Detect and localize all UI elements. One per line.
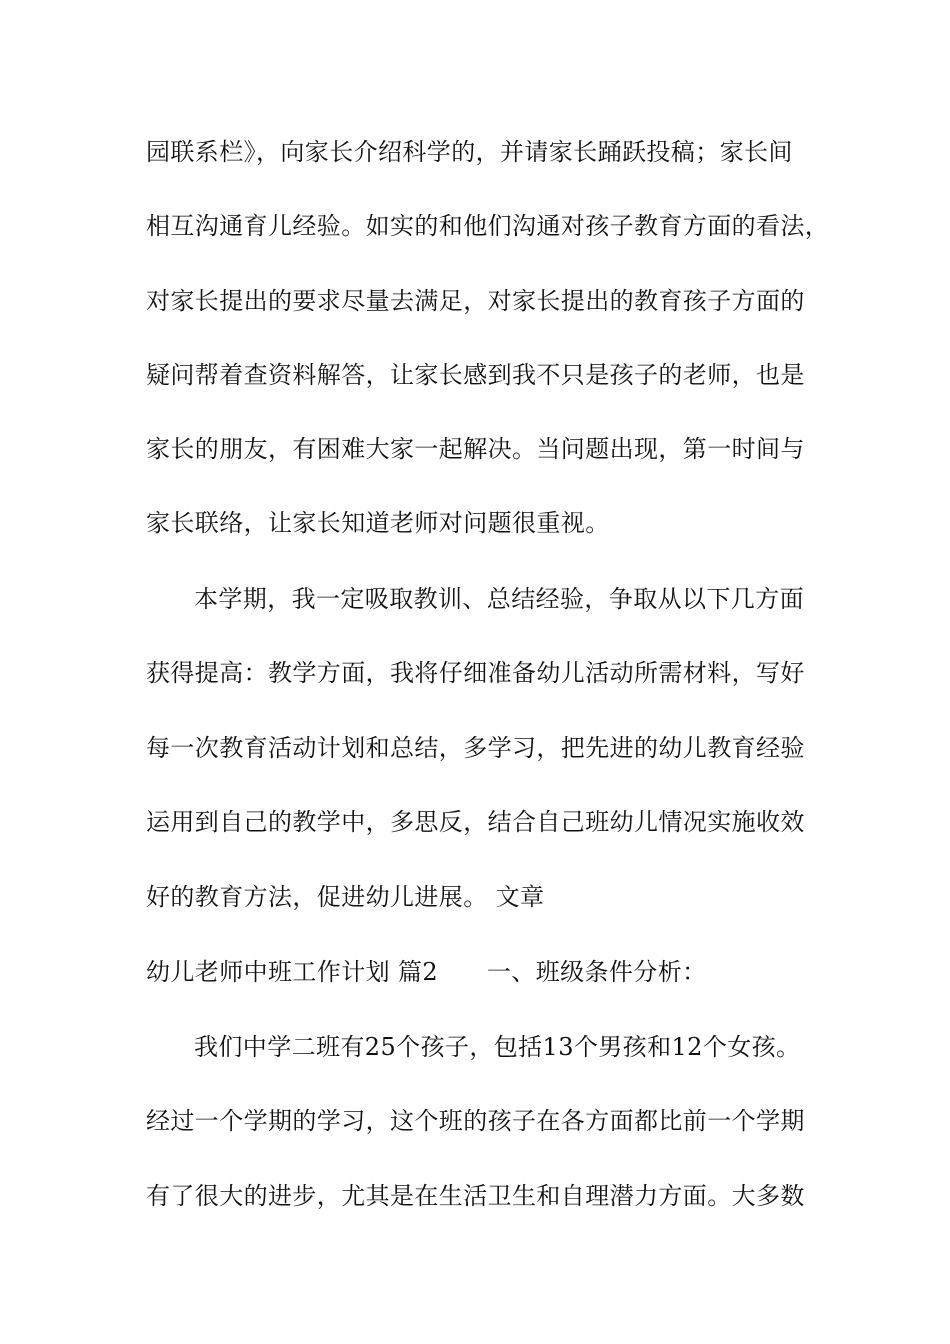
text-line: 园联系栏》，向家长介绍科学的，并请家长踊跃投稿；家长间 [146,138,793,166]
text-line: 有了很大的进步，尤其是在生活卫生和自理潜力方面。大多数 [146,1182,805,1210]
section-heading-line: 幼儿老师中班工作计划 篇2 一、班级条件分析： [146,958,707,986]
text-line: 好的教育方法，促进幼儿进展。 文章 [146,883,545,911]
text-line: 家长联络，让家长知道老师对问题很重视。 [146,509,610,537]
text-line: 运用到自己的教学中，多思反，结合自己班幼儿情况实施收效 [146,808,805,836]
text-line: 家长的朋友，有困难大家一起解决。当问题出现，第一时间与 [146,435,805,463]
text-line: 每一次教育活动计划和总结，多学习，把先进的幼儿教育经验 [146,734,805,762]
text-line: 相互沟通育儿经验。如实的和他们沟通对孩子教育方面的看法， [146,212,830,240]
text-line: 获得提高：教学方面，我将仔细准备幼儿活动所需材料，写好 [146,659,805,687]
text-line: 本学期，我一定吸取教训、总结经验，争取从以下几方面 [194,585,804,613]
text-line: 对家长提出的要求尽量去满足，对家长提出的教育孩子方面的 [146,287,805,315]
text-line: 经过一个学期的学习，这个班的孩子在各方面都比前一个学期 [146,1107,805,1135]
text-line: 疑问帮着查资料解答，让家长感到我不只是孩子的老师，也是 [146,361,805,389]
text-line: 我们中学二班有25个孩子，包括13个男孩和12个女孩。 [194,1033,801,1061]
